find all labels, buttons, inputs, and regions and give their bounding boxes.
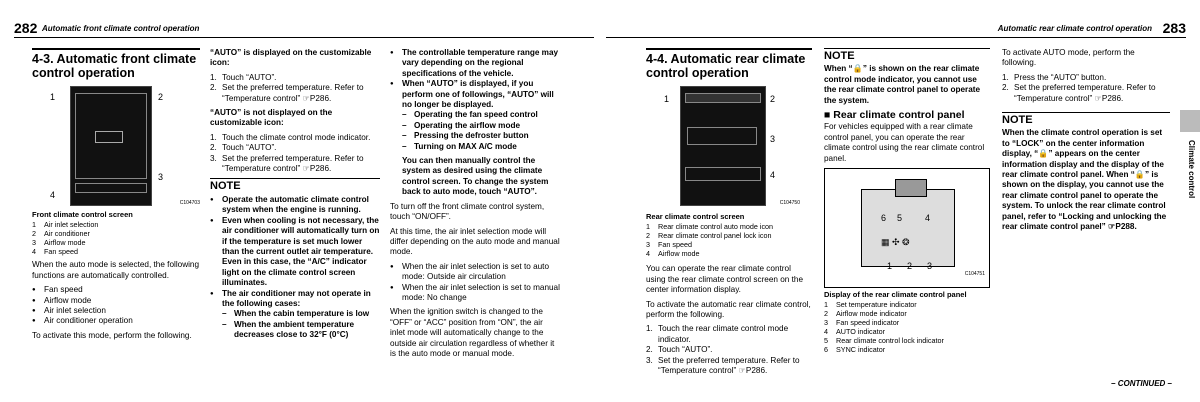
turn-off-text: To turn off the front climate control system, touch “ON/OFF”. [390, 201, 545, 222]
callout-3: 3 [158, 172, 164, 182]
list-item: ● The controllable temperature range may vary depending on the regional specifications of the vehicle. [390, 48, 560, 79]
rear-panel-figure [824, 168, 990, 288]
list-item: – Turning on MAX A/C mode [402, 142, 560, 152]
legend-item: 6 SYNC indicator [824, 345, 886, 355]
panel-figure-caption: Display of the rear climate control panel [824, 290, 967, 300]
list-item: – When the ambient temperature decreases close to 32°F (0°C) [222, 320, 380, 341]
figure-legend [646, 222, 812, 258]
legend-item: 4 Airflow mode [646, 249, 700, 259]
legend-item: 2 Air conditioner [32, 229, 90, 239]
legend-item: 4 Fan speed [32, 247, 78, 257]
callout-4: 4 [770, 170, 776, 180]
auto-activate-text: To activate AUTO mode, perform the following. [1002, 48, 1135, 68]
callout-4: 4 [925, 213, 931, 224]
rear-intro-text: You can operate the rear climate control using the rear climate control screen on the center information display. [646, 264, 804, 295]
callout-6: 6 [881, 213, 887, 224]
figure-code: C104750 [779, 199, 800, 206]
callout-4: 4 [50, 190, 56, 200]
note-sublist [222, 309, 380, 340]
list-item: ● When the air inlet selection is set to manual mode: No change [390, 283, 560, 304]
callout-2: 2 [770, 94, 776, 104]
panel-text: For vehicles equipped with a rear climate control panel, you can operate the rear climate control using the rear climate control panel. [824, 122, 985, 163]
panel-icons: ▦ ✣ ❂ [881, 237, 910, 248]
climate-screen [70, 86, 152, 206]
list-item: 2. Touch “AUTO”. [646, 345, 713, 355]
legend-item: 1 Set temperature indicator [824, 300, 917, 310]
list-item: ● Even when cooling is not necessary, the air conditioner will automatically turn on if the temperature is set much lower than the current outlet air temperature. Even in this case, the “A/C” indicator light on the climate control screen illuminates. [210, 216, 380, 289]
callout-3: 3 [927, 261, 933, 272]
callout-1: 1 [664, 94, 670, 104]
callout-2: 2 [158, 92, 164, 102]
legend-item: 2 Rear climate control panel lock icon [646, 231, 772, 241]
figure-caption: Rear climate control screen [646, 212, 745, 221]
left-col-1 [32, 48, 200, 345]
list-item: 1. Touch the rear climate control mode indicator. [646, 324, 789, 344]
left-col-3 [390, 48, 560, 363]
page-number: 283 [1162, 20, 1186, 36]
steps-auto-not-shown [210, 133, 380, 175]
legend-item: 2 Airflow mode indicator [824, 309, 907, 319]
left-col-2 [210, 48, 380, 341]
callout-5: 5 [897, 213, 903, 224]
note-label: NOTE [210, 178, 380, 191]
panel-legend [824, 300, 990, 354]
list-item: 1. Touch “AUTO”. [210, 72, 277, 82]
lock-note-2: When the climate control operation is set to “LOCK” on the center information display, “🔒” appears on the center information display and the display of the rear climate control panel. When “🔒” is shown on the display, you cannot use the rear climate control panel to operate the system. To unlock the rear climate control panel, refer to “Locking and unlocking the rear climate control panel” ☞P288. [1002, 128, 1167, 232]
callout-1: 1 [887, 261, 893, 272]
section-title: 4-4. Automatic rear climate control operation [646, 48, 812, 80]
left-header [14, 18, 594, 38]
legend-item: 3 Fan speed indicator [824, 318, 900, 328]
note-label: NOTE [1002, 112, 1170, 125]
list-item: 3. Set the preferred temperature. Refer to “Temperature control” ☞P286. [210, 153, 364, 174]
callout-3: 3 [770, 134, 776, 144]
header-title: Automatic rear climate control operation [997, 24, 1152, 33]
rear-climate-screen [680, 86, 766, 206]
right-col-3 [1002, 48, 1170, 237]
list-item: ● When the air inlet selection is set to auto mode: Outside air circulation [390, 262, 560, 283]
steps-auto-shown [210, 73, 380, 104]
list-item: – Operating the fan speed control [402, 110, 560, 120]
legend-item: 1 Air inlet selection [32, 220, 99, 230]
legend-item: 3 Airflow mode [32, 238, 86, 248]
panel-highlight [895, 179, 927, 197]
side-tab-label: Climate control [1187, 140, 1196, 199]
inlet-mode-text: At this time, the air inlet selection mode will differ depending on the auto mode and manual mode. [390, 226, 560, 257]
list-item: ● When “AUTO” is displayed, if you perform one of followings, “AUTO” will no longer be displayed. [390, 79, 560, 110]
right-header [606, 18, 1186, 38]
front-climate-figure [32, 86, 200, 208]
list-item: ● Operate the automatic climate control system when the engine is running. [210, 195, 380, 216]
list-item: 1. Press the “AUTO” button. [1002, 72, 1107, 82]
legend-item: 5 Rear climate control lock indicator [824, 336, 944, 346]
list-item: – When the cabin temperature is low [222, 309, 380, 319]
page-number: 282 [14, 20, 38, 36]
list-item: – Pressing the defroster button [402, 131, 560, 141]
list-item: 2. Set the preferred temperature. Refer to “Temperature control” ☞P286. [1002, 83, 1156, 103]
legend-item: 3 Fan speed [646, 240, 692, 250]
section-title: 4-3. Automatic front climate control operation [32, 48, 200, 80]
list-item: 2. Touch “AUTO”. [210, 143, 277, 153]
right-col-2 [824, 48, 990, 354]
list-item: 1. Touch the climate control mode indicator. [210, 132, 371, 142]
manual-control-text: You can then manually control the system as desired using the climate control screen. To change the system back to auto mode, touch “AUTO”. [402, 156, 549, 197]
callout-2: 2 [907, 261, 913, 272]
figure-legend [32, 220, 200, 256]
list-item: 3. Set the preferred temperature. Refer to “Temperature control” ☞P286. [646, 355, 800, 376]
legend-item: 1 Rear climate control auto mode icon [646, 222, 774, 232]
subhead-auto-shown: “AUTO” is displayed on the customizable icon: [210, 48, 372, 68]
panel-section-title: ■ Rear climate control panel [824, 109, 965, 122]
list-item: ● The air conditioner may not operate in the following cases: [210, 289, 380, 310]
note-list-cont [390, 48, 560, 110]
note-list [210, 195, 380, 309]
figure-code: C104751 [964, 270, 985, 277]
inlet-mode-list [390, 262, 560, 304]
callout-1: 1 [50, 92, 56, 102]
continued-label: – CONTINUED – [1111, 379, 1172, 388]
list-item: ● Air inlet selection [32, 306, 200, 316]
auto-mode-text: When the auto mode is selected, the following functions are automatically controlled. [32, 260, 200, 280]
list-item: 2. Set the preferred temperature. Refer to “Temperature control” ☞P286. [210, 83, 364, 103]
side-tab [1180, 110, 1200, 132]
activate-text: To activate this mode, perform the following. [32, 330, 192, 340]
rear-activate-text: To activate the automatic rear climate control, perform the following. [646, 299, 811, 320]
list-item: ● Fan speed [32, 285, 200, 295]
list-item: ● Airflow mode [32, 296, 200, 306]
note-sublist-cont [402, 110, 560, 152]
right-col-1 [646, 48, 812, 376]
figure-caption: Front climate control screen [32, 210, 133, 219]
legend-item: 4 AUTO indicator [824, 327, 885, 337]
ignition-text: When the ignition switch is changed to the “OFF” or “ACC” position from “ON”, the air inlet mode will automatically change to the outside air circulation regardless of whether it is the auto mode or manual mode. [390, 307, 555, 358]
list-item: ● Air conditioner operation [32, 316, 200, 326]
subhead-auto-not-shown: “AUTO” is not displayed on the customizable icon: [210, 108, 333, 128]
figure-code: C104703 [179, 199, 200, 206]
panel-display [861, 189, 955, 267]
list-item: – Operating the airflow mode [402, 121, 560, 131]
lock-note: When “🔒” is shown on the rear climate control mode indicator, you cannot use the rear climate control panel to operate the system. [824, 64, 981, 105]
rear-climate-figure [646, 86, 812, 208]
auto-steps [1002, 73, 1170, 104]
header-title: Automatic front climate control operation [42, 24, 200, 33]
rear-steps [646, 324, 812, 376]
right-page [600, 0, 1200, 402]
note-label: NOTE [824, 48, 990, 61]
auto-functions [32, 285, 200, 327]
